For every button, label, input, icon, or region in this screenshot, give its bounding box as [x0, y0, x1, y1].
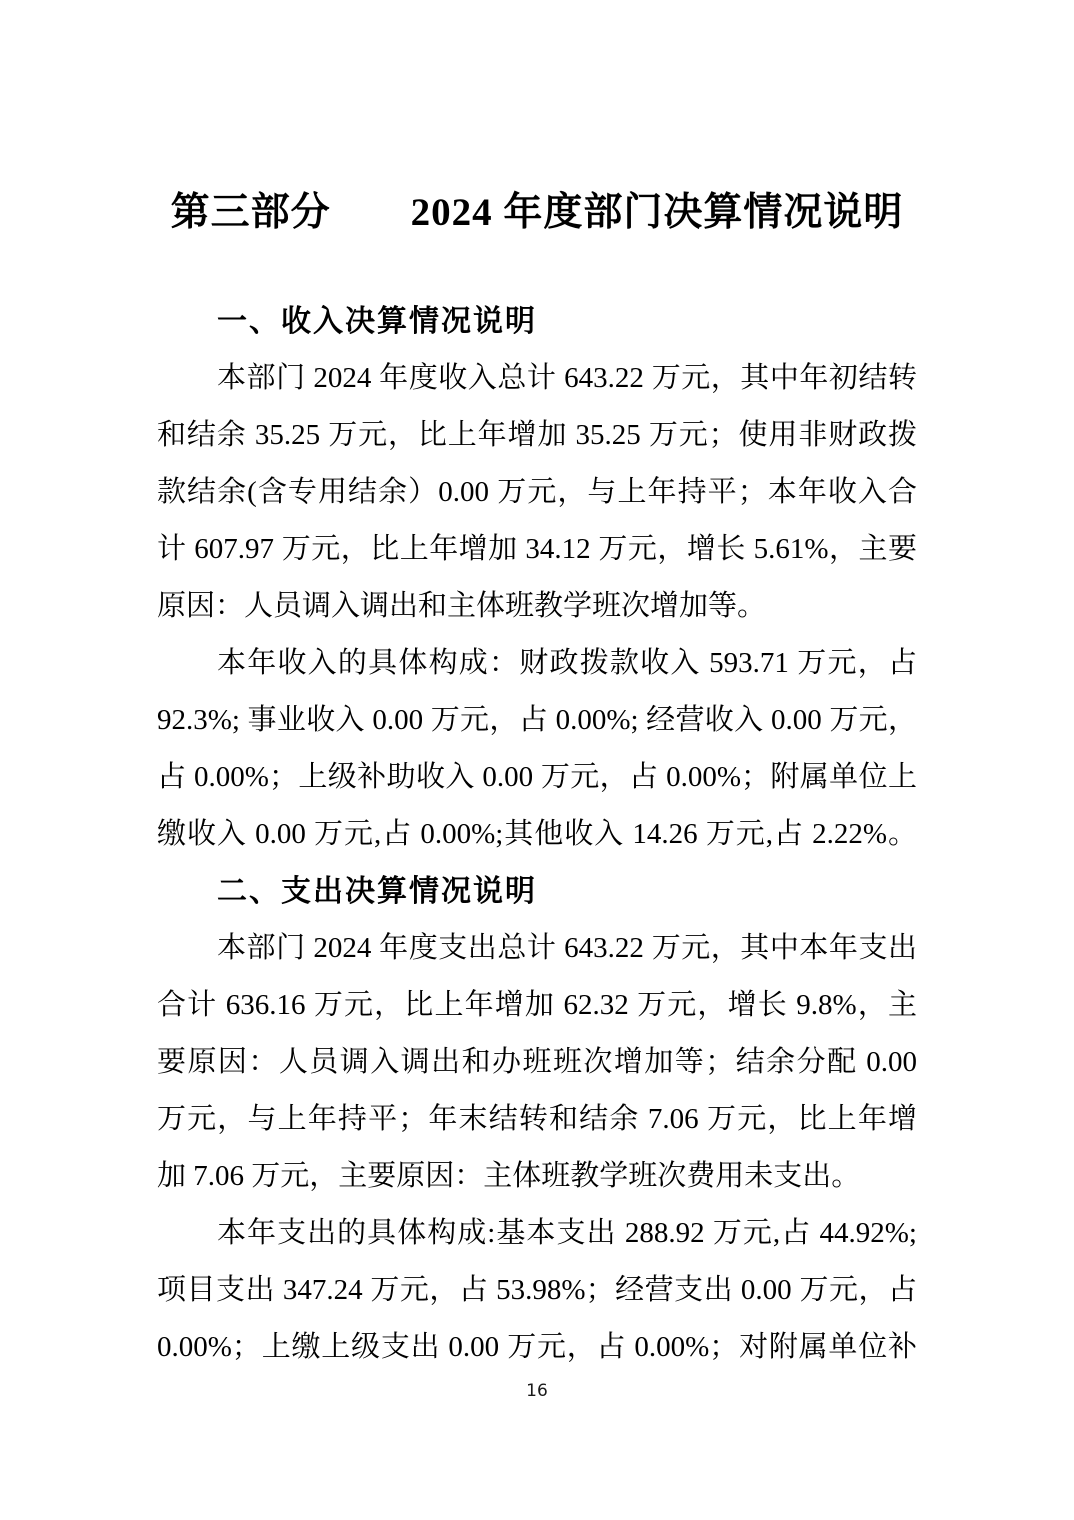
page-title: 第三部分 2024 年度部门决算情况说明: [170, 191, 904, 234]
body-line: 原因：人员调入调出和主体班教学班次增加等。: [157, 590, 767, 622]
body-line: 合计 636.16 万元，比上年增加 62.32 万元，增长 9.8%，主: [157, 989, 917, 1021]
body-line: 计 607.97 万元，比上年增加 34.12 万元，增长 5.61%，主要: [157, 533, 917, 565]
body-line: 项目支出 347.24 万元，占 53.98%；经营支出 0.00 万元，占: [157, 1274, 917, 1306]
body-line: 款结余(含专用结余）0.00 万元，与上年持平；本年收入合: [157, 476, 917, 508]
body-line: 本部门 2024 年度支出总计 643.22 万元，其中本年支出: [217, 932, 917, 964]
body-line: 要原因：人员调入调出和办班班次增加等；结余分配 0.00: [157, 1046, 917, 1078]
section-heading-income: 一、收入决算情况说明: [217, 305, 537, 338]
body-line: 0.00%；上缴上级支出 0.00 万元，占 0.00%；对附属单位补: [157, 1331, 917, 1363]
body-line: 本部门 2024 年度收入总计 643.22 万元，其中年初结转: [217, 362, 917, 394]
body-line: 和结余 35.25 万元，比上年增加 35.25 万元；使用非财政拨: [157, 419, 917, 451]
body-line: 万元，与上年持平；年末结转和结余 7.06 万元，比上年增: [157, 1103, 917, 1135]
body-line: 本年支出的具体构成:基本支出 288.92 万元,占 44.92%;: [217, 1217, 917, 1249]
body-line: 缴收入 0.00 万元,占 0.00%;其他收入 14.26 万元,占 2.22%。: [157, 818, 917, 850]
page-number: 16: [526, 1381, 548, 1401]
body-line: 占 0.00%；上级补助收入 0.00 万元，占 0.00%；附属单位上: [157, 761, 917, 793]
body-line: 加 7.06 万元，主要原因：主体班教学班次费用未支出。: [157, 1160, 861, 1192]
body-line: 本年收入的具体构成：财政拨款收入 593.71 万元，占: [217, 647, 917, 679]
body-line: 92.3%; 事业收入 0.00 万元，占 0.00%; 经营收入 0.00 万元，: [157, 704, 917, 736]
section-heading-expenditure: 二、支出决算情况说明: [217, 875, 537, 908]
